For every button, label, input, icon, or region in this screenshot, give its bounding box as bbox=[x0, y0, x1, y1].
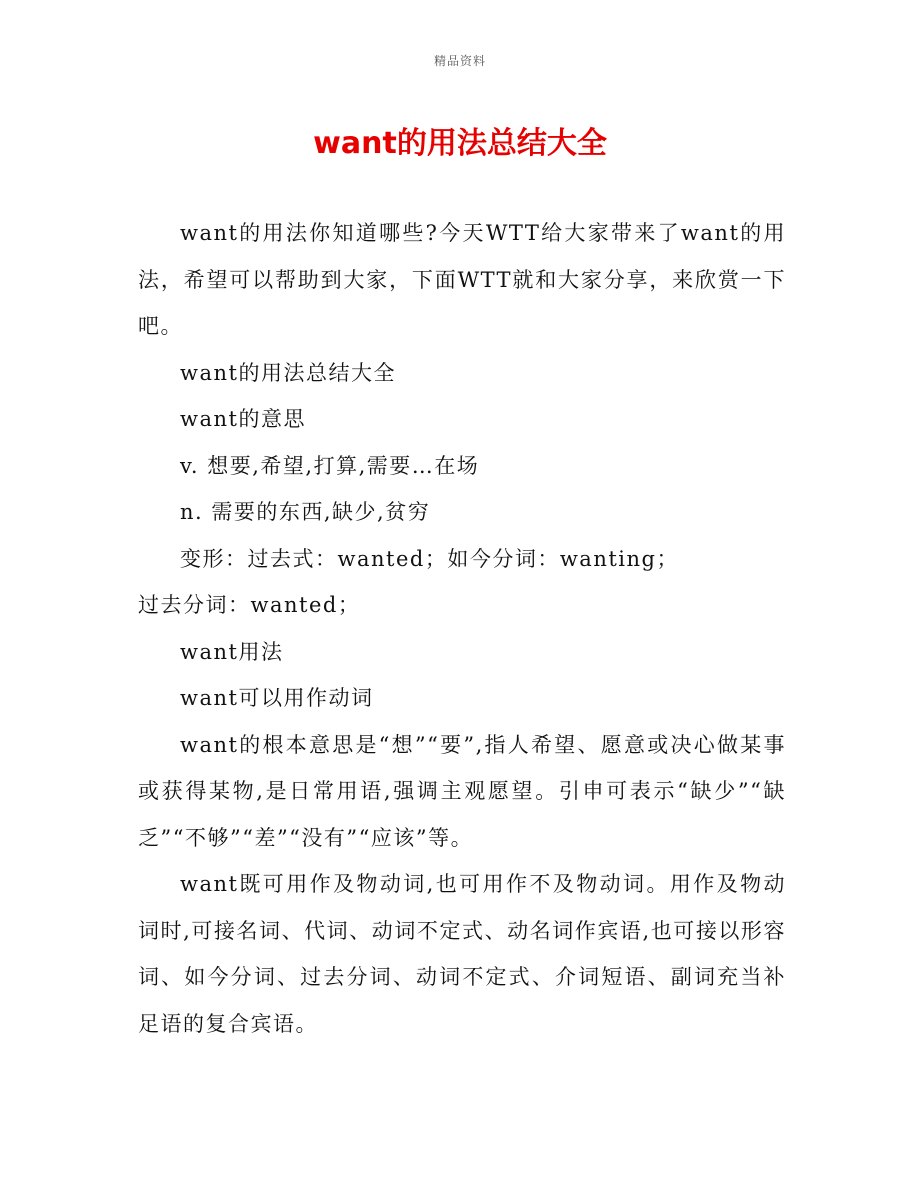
section-heading-summary: want的用法总结大全 bbox=[180, 360, 396, 385]
document-title: want的用法总结大全 bbox=[313, 126, 607, 161]
past-participle-line: 过去分词：wanted； bbox=[138, 593, 361, 617]
noun-meaning: n. 需要的东西,缺少,贫穷 bbox=[180, 500, 431, 524]
usage-as-verb: want可以用作动词 bbox=[180, 686, 374, 710]
section-heading-meaning: want的意思 bbox=[180, 407, 306, 431]
intro-paragraph: want的用法你知道哪些?今天WTT给大家带来了want的用法，希望可以帮助到大家，下面WTT就和大家分享，来欣赏一下吧。 bbox=[138, 221, 786, 338]
header-label: 精品资料 bbox=[433, 54, 486, 68]
document-body bbox=[138, 210, 786, 1047]
basic-meaning-paragraph: want的根本意思是“想”“要”,指人希望、愿意或决心做某事或获得某物,是日常用语,强调主观愿望。引申可表示“缺少”“缺乏”“不够”“差”“没有”“应该”等。 bbox=[138, 732, 786, 850]
section-heading-usage: want用法 bbox=[180, 639, 284, 664]
verb-meaning: v. 想要,希望,打算,需要…在场 bbox=[180, 453, 480, 478]
transitivity-paragraph: want既可用作及物动词,也可用作不及物动词。用作及物动词时,可接名词、代词、动词不定式、动名词作宾语,也可接以形容词、如今分词、过去分词、动词不定式、介词短语、副词充当补足语的复合宾语。 bbox=[138, 872, 786, 1036]
inflection-line: 变形：过去式：wanted；如今分词：wanting； bbox=[180, 546, 679, 571]
